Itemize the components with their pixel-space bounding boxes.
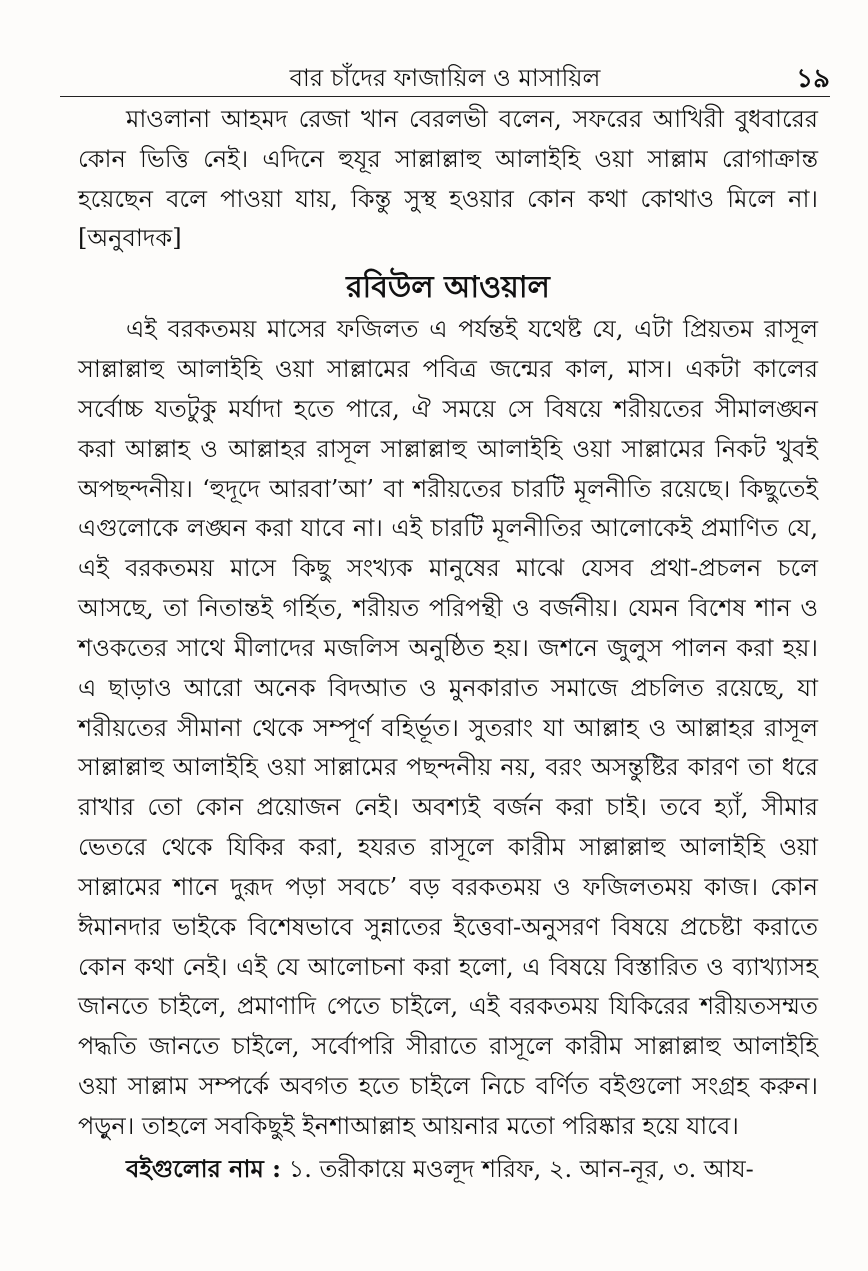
- books-label: বইগুলোর নাম :: [126, 1153, 281, 1183]
- main-paragraph: এই বরকতময় মাসের ফজিলত এ পর্যন্তই যথেষ্ট যে, এটা প্রিয়তম রাসূল সাল্লাল্লাহু আলাইহি ওয়া সাল্লামের পবিত্র জন্মের কাল, মাস। একটা কালের সর্বোচ্চ যতটুকু মর্যাদা হতে পারে, ঐ সময়ে সে বিষয়ে শরীয়তের সীমালঙ্ঘন করা আল্লাহ ও আল্লাহর রাসূল সাল্লাল্লাহু আলাইহি ওয়া সাল্লামের নিকট খুবই অপছন্দনীয়। ‘হুদূদে আরবা’আ’ বা শরীয়তের চারটি মূলনীতি রয়েছে। কিছুতেই এগুলোকে লঙ্ঘন করা যাবে না। এই চারটি মূলনীতির আলোকেই প্রমাণিত যে, এই বরকতময় মাসে কিছু সংখ্যক মানুষের মাঝে যেসব প্রথা-প্রচলন চলে আসছে, তা নিতান্তই গর্হিত, শরীয়ত পরিপন্থী ও বর্জনীয়। যেমন বিশেষ শান ও শওকতের সাথে মীলাদের মজলিস অনুষ্ঠিত হয়। জশনে জুলুস পালন করা হয়। এ ছাড়াও আরো অনেক বিদআত ও মুনকারাত সমাজে প্রচলিত রয়েছে, যা শরীয়তের সীমানা থেকে সম্পূর্ণ বহির্ভূত। সুতরাং যা আল্লাহ ও আল্লাহর রাসূল সাল্লাল্লাহু আলাইহি ওয়া সাল্লামের পছন্দনীয় নয়, বরং অসন্তুষ্টির কারণ তা ধরে রাখার তো কোন প্রয়োজন নেই। অবশ্যই বর্জন করা চাই। তবে হ্যাঁ, সীমার ভেতরে থেকে যিকির করা, হযরত রাসূলে কারীম সাল্লাল্লাহু আলাইহি ওয়া সাল্লামের শানে দুরূদ পড়া সবচে’ বড় বরকতময় ও ফজিলতময় কাজ। কোন ঈমানদার ভাইকে বিশেষভাবে সুন্নাতের ইত্তেবা-অনুসরণ বিষয়ে প্রচেষ্টা করাতে কোন কথা নেই। এই যে আলোচনা করা হলো, এ বিষয়ে বিস্তারিত ও ব্যাখ্যাসহ জানতে চাইলে, প্রমাণাদি পেতে চাইলে, এই বরকতময় যিকিরের শরীয়তসম্মত পদ্ধতি জানতে চাইলে, সর্বোপরি সীরাতে রাসূলে কারীম সাল্লাল্লাহু আলাইহি ওয়া সাল্লাম সম্পর্কে অবগত হতে চাইলে নিচে বর্ণিত বইগুলো সংগ্রহ করুন। পড়ুন। তাহলে সবকিছুই ইনশাআল্লাহ আয়নার মতো পরিষ্কার হয়ে যাবে।: [78, 315, 818, 1140]
- intro-paragraph: মাওলানা আহমদ রেজা খান বেরলভী বলেন, সফরের আখিরী বুধবারের কোন ভিত্তি নেই। এদিনে হুযূর সাল্লাল্লাহু আলাইহি ওয়া সাল্লাম রোগাক্রান্ত হয়েছেন বলে পাওয়া যায়, কিন্তু সুস্থ হওয়ার কোন কথা কোথাও মিলে না। [অনুবাদক]: [78, 105, 818, 253]
- books-line: [78, 1149, 818, 1190]
- running-title: বার চাঁদের ফাজায়িল ও মাসায়িল: [289, 64, 601, 92]
- page-body: [78, 100, 818, 1190]
- section-heading: রবিউল আওয়াল: [346, 270, 550, 306]
- page-header: [60, 56, 830, 97]
- page-number: ১৯: [796, 64, 830, 94]
- books-list: ১. তরীকায়ে মওলূদ শরিফ, ২. আন-নূর, ৩. আয-: [288, 1154, 754, 1183]
